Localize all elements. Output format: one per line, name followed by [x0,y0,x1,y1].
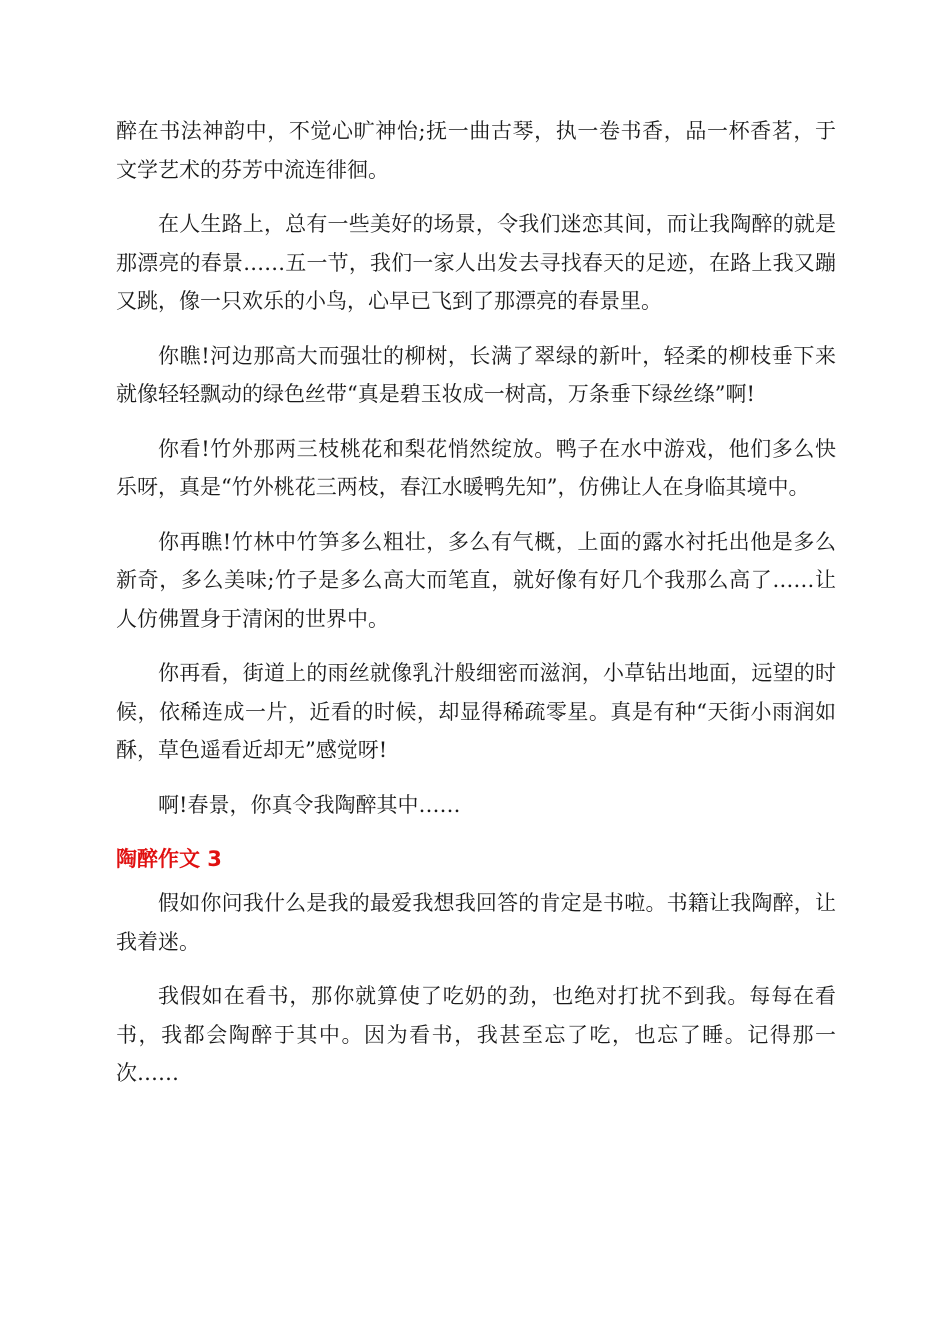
section-heading: 陶醉作文 3 [116,847,222,871]
document-body [116,112,836,1109]
paragraph-continued: 醉在书法神韵中，不觉心旷神怡;抚一曲古琴，执一卷书香，品一杯香茗，于文学艺术的芬芳中流连徘徊。 [116,119,836,182]
paragraph: 在人生路上，总有一些美好的场景，令我们迷恋其间，而让我陶醉的就是那漂亮的春景……五一节，我们一家人出发去寻找春天的足迹，在路上我又蹦又跳，像一只欢乐的小鸟，心早已飞到了那漂亮的春景里。 [116,212,836,313]
paragraph: 你看!竹外那两三枝桃花和梨花悄然绽放。鸭子在水中游戏，他们多么快乐呀，真是“竹外桃花三两枝，春江水暖鸭先知”，仿佛让人在身临其境中。 [116,436,836,499]
paragraph: 你瞧!河边那高大而强壮的柳树，长满了翠绿的新叶，轻柔的柳枝垂下来就像轻轻飘动的绿色丝带“真是碧玉妆成一树高，万条垂下绿丝绦”啊! [116,343,836,406]
paragraph: 啊!春景，你真令我陶醉其中…… [158,792,461,817]
paragraph: 你再瞧!竹林中竹笋多么粗壮，多么有气概，上面的露水衬托出他是多么新奇，多么美味;竹子是多么高大而笔直，就好像有好几个我那么高了……让人仿佛置身于清闲的世界中。 [116,529,836,631]
paragraph: 假如你问我什么是我的最爱我想我回答的肯定是书啦。书籍让我陶醉，让我着迷。 [116,891,836,954]
paragraph: 你再看，街道上的雨丝就像乳汁般细密而滋润，小草钻出地面，远望的时候，依稀连成一片，近看的时候，却显得稀疏零星。真是有种“天街小雨润如酥，草色遥看近却无”感觉呀! [116,661,836,762]
paragraph: 我假如在看书，那你就算使了吃奶的劲，也绝对打扰不到我。每每在看书，我都会陶醉于其中。因为看书，我甚至忘了吃，也忘了睡。记得那一次…… [116,984,836,1085]
